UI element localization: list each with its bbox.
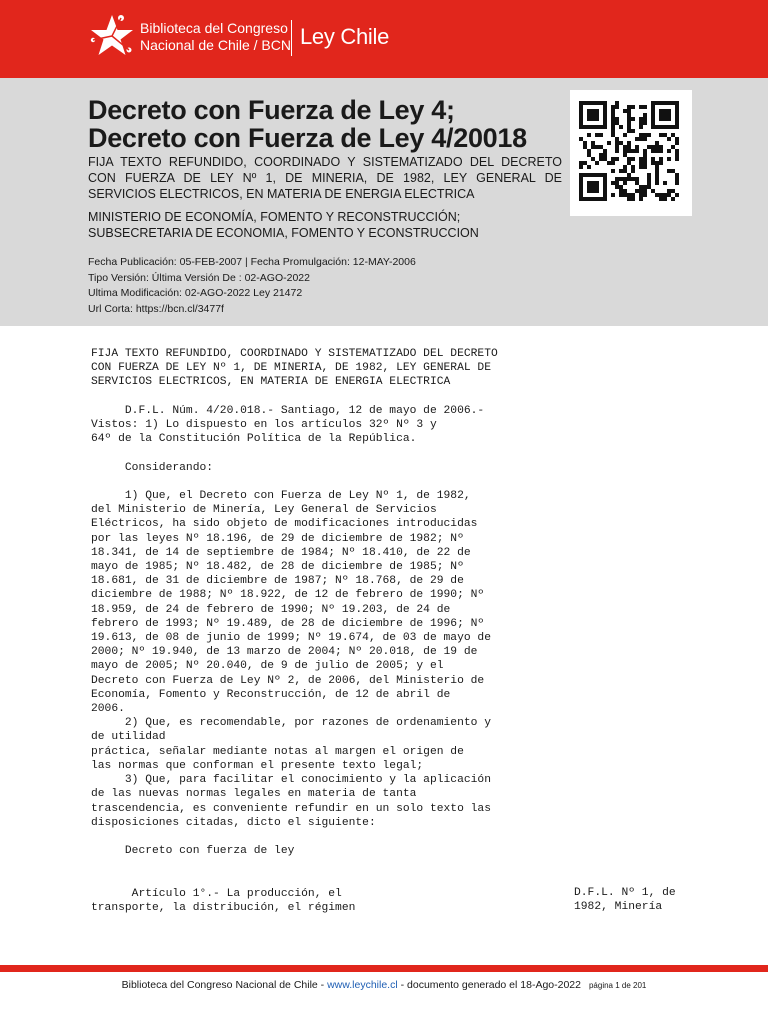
qr-code: [570, 90, 692, 216]
qr-code-icon: [579, 99, 683, 207]
ministry-block: [88, 209, 562, 241]
footer-prefix: Biblioteca del Congreso Nacional de Chile -: [121, 979, 328, 991]
document-title: Decreto con Fuerza de Ley 4; Decreto con Fuerza de Ley 4/20018: [88, 95, 527, 153]
last-modification: Ultima Modificación: 02-AGO-2022 Ley 21472: [88, 287, 303, 299]
version-type: Tipo Versión: Última Versión De : 02-AGO-2022: [88, 271, 310, 284]
document-body: FIJA TEXTO REFUNDIDO, COORDINADO Y SISTEMATIZADO DEL DECRETO CON FUERZA DE LEY Nº 1, DE MINERIA, DE 1982, LEY GENERAL DE SERVICIOS ELECTRICOS, EN MATERIA DE ENERGIA ELECTRICA D.F.L. Núm. 4/20.018.- Santiago, 12 de mayo de 2006.- Vistos: 1) Lo dispuesto en los artículos 32º Nº 3 y 64º de la Constitución Política de la República. Considerando: 1) Que, el Decreto con Fuerza de Ley Nº 1, de 1982, del Ministerio de Minería, Ley General de Servicios Eléctricos, ha sido objeto de modificaciones introducidas por las leyes Nº 18.196, de 29 de diciembre de 1982; Nº 18.341, de 14 de septiembre de 1984; Nº 18.410, de 22 de mayo de 1985; Nº 18.482, de 28 de diciembre de 1985; Nº 18.681, de 31 de diciembre de 1987; Nº 18.768, de 29 de diciembre de 1988; Nº 18.922, de 12 de febrero de 1990; Nº 18.959, de 24 de febrero de 1990; Nº 19.203, de 24 de febrero de 1993; Nº 19.489, de 28 de diciembre de 1996; Nº 19.613, de 08 de junio de 1999; Nº 19.674, de 03 de mayo de 2000; Nº 19.940, de 13 marzo de 2004; Nº 20.018, de 19 de mayo de 2005; Nº 20.040, de 9 de julio de 2005; y el Decreto con Fuerza de Ley Nº 2, de 2006, del Ministerio de Economía, Fomento y Reconstrucción, de 12 de abril de 2006. 2) Que, es recomendable, por razones de ordenamiento y de utilidad práctica, señalar mediante notas al margen el origen de las normas que conforman el presente texto legal; 3) Que, para facilitar el conocimiento y la aplicación de las nuevas normas legales en materia de tanta trascendencia, es conveniente refundir en un solo texto las disposiciones citadas, dicto el siguiente: Decreto con fuerza de ley Artículo 1°.- La producción, el transporte, la distribución, el régimen: [91, 348, 498, 914]
document-subtitle: FIJA TEXTO REFUNDIDO, COORDINADO Y SISTEMATIZADO DEL DECRETO CON FUERZA DE LEY Nº 1, DE MINERIA, DE 1982, LEY GENERAL DE SERVICIOS ELECTRICOS, EN MATERIA DE ENERGIA ELECTRICA: [88, 155, 562, 201]
top-brand-bar: [0, 0, 768, 78]
page-footer: [0, 978, 768, 993]
document-header: [0, 78, 768, 326]
logo-divider: [291, 20, 292, 56]
bcn-logo-line2: Nacional de Chile / BCN: [140, 37, 291, 53]
publication-dates: Fecha Publicación: 05-FEB-2007 | Fecha Promulgación: 12-MAY-2006: [88, 256, 416, 268]
bcn-logo[interactable]: [88, 12, 448, 64]
bcn-star-logo-icon: [88, 12, 136, 60]
leychile-link[interactable]: www.leychile.cl: [327, 979, 398, 991]
page-number: página 1 de 201: [588, 981, 647, 990]
document-metadata: [88, 255, 568, 317]
bcn-logo-text: [140, 20, 291, 54]
ley-chile-brand: Ley Chile: [300, 24, 390, 49]
margin-note: D.F.L. Nº 1, de 1982, Minería: [574, 887, 676, 914]
footer-divider: [0, 965, 768, 972]
ministry-name: MINISTERIO DE ECONOMÍA, FOMENTO Y RECONSTRUCCIÓN;: [88, 210, 461, 224]
footer-suffix: - documento generado el 18-Ago-2022: [397, 979, 581, 991]
subsecretaria-name: SUBSECRETARIA DE ECONOMIA, FOMENTO Y ECONSTRUCCION: [88, 226, 479, 240]
short-url[interactable]: Url Corta: https://bcn.cl/3477f: [88, 302, 224, 315]
bcn-logo-line1: Biblioteca del Congreso: [140, 20, 288, 36]
